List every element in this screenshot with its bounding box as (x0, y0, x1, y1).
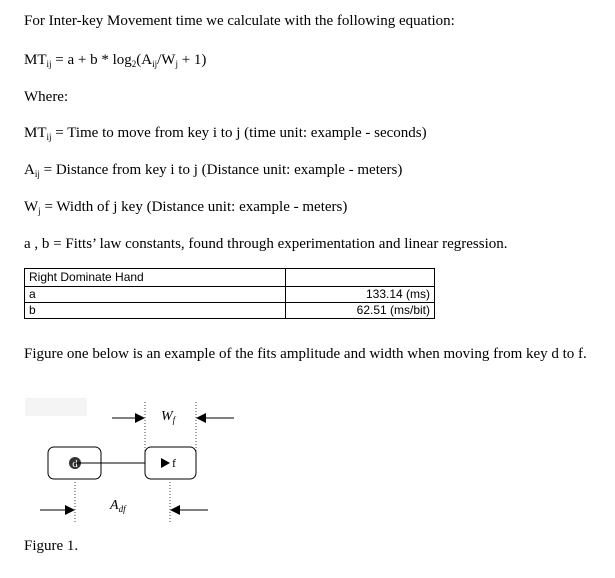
eq-rhs-c: /W (157, 52, 176, 68)
table-header: Right Dominate Hand (25, 269, 286, 287)
eq-rhs-b: (A (136, 52, 153, 68)
row-b-value: 62.51 (ms/bit) (286, 303, 435, 319)
definition-w (24, 198, 347, 220)
row-a-value: 133.14 (ms) (286, 287, 435, 303)
table-header-empty (286, 269, 435, 287)
table-header-row (25, 269, 435, 287)
key-f-box (145, 447, 196, 479)
eq-rhs-a: = a + b * log (51, 52, 132, 68)
eq-mt: MT (24, 52, 47, 68)
key-d-label: d (72, 458, 78, 470)
def-mt-symbol: MT (24, 125, 47, 141)
constants-table (24, 268, 435, 319)
amp-arrow-right-head (170, 505, 180, 515)
where-heading: Where: (24, 89, 69, 105)
width-arrow-right-head (196, 413, 206, 423)
eq-log-sub: 2 (131, 59, 137, 69)
intro-text: For Inter-key Movement time we calculate with the following equation: (24, 13, 455, 29)
def-a-sub: ij (34, 169, 40, 179)
eq-w-sub: j (175, 59, 178, 69)
width-label: $W_f$ (161, 409, 176, 425)
definition-ab: a , b = Fitts’ law constants, found through experimentation and linear regression. (24, 236, 508, 252)
def-mt-sub: ij (46, 132, 52, 142)
definition-mt (24, 124, 427, 146)
def-w-sub: j (38, 206, 41, 216)
key-f-label: f (172, 456, 176, 470)
figure-description: Figure one below is an example of the fits amplitude and width when moving from key d to f. (24, 346, 587, 362)
row-b-label: b (25, 303, 286, 319)
width-arrow-left-head (135, 413, 145, 423)
equation (24, 51, 206, 73)
def-w-text: = Width of j key (Distance unit: example - meters) (40, 199, 348, 215)
def-mt-text: = Time to move from key i to j (time unit: example - seconds) (51, 125, 427, 141)
eq-mt-sub: ij (46, 59, 52, 69)
amplitude-label: $A_{df}$ (110, 498, 126, 514)
blur-patch (25, 398, 87, 416)
figure-caption: Figure 1. (24, 538, 79, 554)
table-row (25, 287, 435, 303)
eq-a-sub: ij (152, 59, 158, 69)
row-a-label: a (25, 287, 286, 303)
eq-rhs-d: + 1) (177, 52, 207, 68)
table-row (25, 303, 435, 319)
amp-arrow-left-head (65, 505, 75, 515)
definition-a (24, 161, 402, 183)
def-a-text: = Distance from key i to j (Distance unit: example - meters) (39, 162, 403, 178)
def-w-symbol: W (24, 199, 39, 215)
fitts-figure (0, 390, 615, 578)
def-a-symbol: A (24, 162, 35, 178)
